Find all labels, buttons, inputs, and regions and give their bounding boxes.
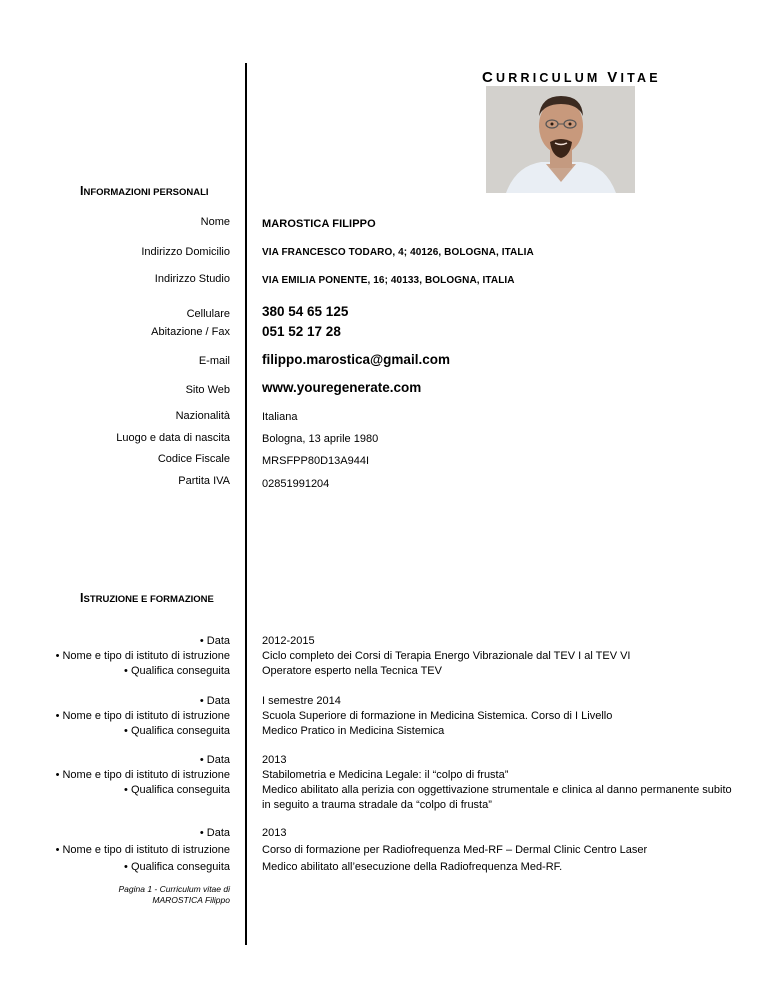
edu-entry-1-qualifica: Operatore esperto nella Tecnica TEV: [262, 665, 442, 677]
page-footer: [119, 884, 231, 906]
edu-entry-4-data: 2013: [262, 827, 287, 839]
footer-line-1: Pagina 1 - Curriculum vitae di: [118, 884, 230, 894]
label-luogo-data-nascita: Luogo e data di nascita: [116, 432, 230, 444]
edu-label-qualifica: • Qualifica conseguita: [124, 665, 230, 677]
edu-entry-3-qualifica: Medico abilitato alla perizia con oggettivazione strumentale e clinica al danno permanente subito in seguito a trauma stradale da “colpo di frusta”: [262, 784, 732, 811]
label-indirizzo-domicilio: Indirizzo Domicilio: [141, 246, 230, 258]
edu-entry-4-qualifica: Medico abilitato all’esecuzione della Radiofrequenza Med-RF.: [262, 861, 563, 873]
edu-entry-4-istituto: Corso di formazione per Radiofrequenza Med-RF – Dermal Clinic Centro Laser: [262, 844, 648, 856]
edu-entry-3-labels: [56, 753, 230, 798]
label-partita-iva: Partita IVA: [178, 475, 230, 487]
edu-entry-2-qualifica: Medico Pratico in Medicina Sistemica: [262, 725, 445, 737]
edu-entry-2: [262, 694, 732, 739]
edu-label-data: • Data: [199, 754, 230, 766]
edu-label-istituto: • Nome e tipo di istituto di istruzione: [55, 710, 230, 722]
label-nazionalita: Nazionalità: [175, 410, 230, 422]
document-title: CURRICULUM VITAE: [482, 69, 661, 86]
edu-label-data: • Data: [199, 827, 230, 839]
edu-label-data: • Data: [199, 695, 230, 707]
value-abitazione-fax: 051 52 17 28: [262, 324, 341, 339]
edu-entry-2-labels: [56, 694, 230, 739]
edu-label-qualifica: • Qualifica conseguita: [124, 725, 230, 737]
personal-info-section-title: INFORMAZIONI PERSONALI: [80, 184, 209, 198]
edu-label-istituto: • Nome e tipo di istituto di istruzione: [55, 650, 230, 662]
value-nome: MAROSTICA FILIPPO: [262, 218, 376, 230]
edu-entry-1-istituto: Ciclo completo dei Corsi di Terapia Energo Vibrazionale dal TEV I al TEV VI: [262, 650, 631, 662]
edu-entry-2-data: I semestre 2014: [262, 695, 341, 707]
edu-entry-2-istituto: Scuola Superiore di formazione in Medicina Sistemica. Corso di I Livello: [262, 710, 613, 722]
edu-entry-1: [262, 634, 732, 679]
edu-label-istituto: • Nome e tipo di istituto di istruzione: [55, 769, 230, 781]
label-abitazione-fax: Abitazione / Fax: [151, 326, 230, 338]
edu-entry-1-data: 2012-2015: [262, 635, 315, 647]
footer-line-2: MAROSTICA Filippo: [152, 895, 230, 905]
edu-entry-4-labels: [56, 825, 230, 876]
edu-entry-1-labels: [56, 634, 230, 679]
edu-entry-4: [262, 825, 732, 876]
value-email[interactable]: filippo.marostica@gmail.com: [262, 352, 450, 367]
value-cellulare: 380 54 65 125: [262, 304, 349, 319]
value-indirizzo-studio: VIA EMILIA PONENTE, 16; 40133, BOLOGNA, ITALIA: [262, 275, 515, 286]
edu-label-data: • Data: [199, 635, 230, 647]
value-codice-fiscale: MRSFPP80D13A944I: [262, 455, 369, 467]
education-section-title: ISTRUZIONE E FORMAZIONE: [80, 591, 214, 605]
edu-entry-3: [262, 753, 732, 813]
column-divider: [245, 63, 247, 945]
value-sito-web[interactable]: www.youregenerate.com: [262, 380, 422, 395]
edu-label-istituto: • Nome e tipo di istituto di istruzione: [55, 844, 230, 856]
edu-entry-3-data: 2013: [262, 754, 287, 766]
label-codice-fiscale: Codice Fiscale: [157, 453, 230, 465]
label-email: E-mail: [198, 355, 230, 367]
edu-entry-3-istituto: Stabilometria e Medicina Legale: il “colpo di frusta”: [262, 769, 509, 781]
value-nazionalita: Italiana: [262, 411, 298, 423]
edu-label-qualifica: • Qualifica conseguita: [124, 784, 230, 796]
label-sito-web: Sito Web: [185, 384, 230, 396]
value-indirizzo-domicilio: VIA FRANCESCO TODARO, 4; 40126, BOLOGNA, ITALIA: [262, 247, 534, 258]
edu-label-qualifica: • Qualifica conseguita: [124, 861, 230, 873]
value-luogo-data-nascita: Bologna, 13 aprile 1980: [262, 433, 379, 445]
label-nome: Nome: [200, 216, 230, 228]
profile-photo: [486, 86, 635, 193]
label-indirizzo-studio: Indirizzo Studio: [154, 273, 230, 285]
label-cellulare: Cellulare: [186, 308, 230, 320]
value-partita-iva: 02851991204: [262, 478, 330, 490]
